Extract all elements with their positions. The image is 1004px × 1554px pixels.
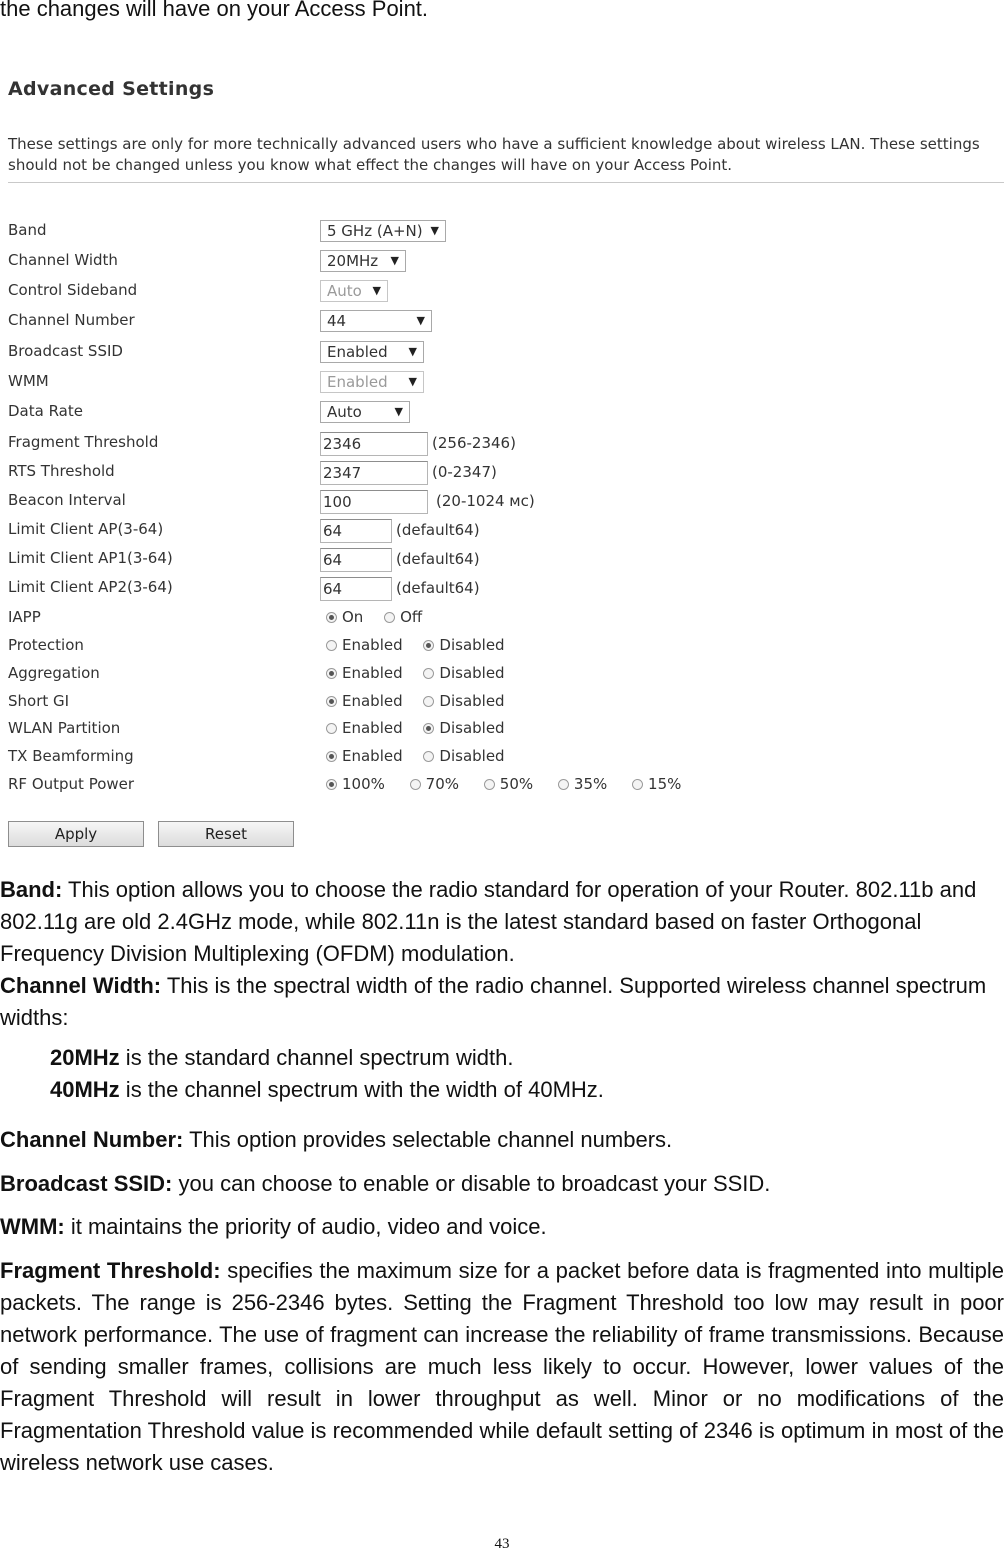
rf-70-radio[interactable]: [410, 774, 459, 794]
row-channel-width: [8, 250, 998, 276]
band-value: 5 GHz (A+N): [327, 222, 423, 240]
chevron-down-icon: ▼: [394, 405, 403, 418]
fragment-threshold-hint: (256-2346): [432, 434, 516, 452]
protection-label: Protection: [8, 636, 84, 654]
radio-unchecked-icon: [326, 640, 337, 651]
fragment-threshold-label: Fragment Threshold: [8, 433, 159, 451]
radio-checked-icon: [423, 723, 434, 734]
rts-threshold-hint: (0-2347): [432, 463, 497, 481]
channel-width-paragraph: [0, 970, 1004, 1034]
option-label: 15%: [648, 775, 682, 793]
rf-100-radio[interactable]: [326, 774, 385, 794]
broadcast-ssid-text: you can choose to enable or disable to broadcast your SSID.: [172, 1171, 771, 1196]
protection-disabled-radio[interactable]: [423, 635, 504, 655]
broadcast-ssid-label: Broadcast SSID: [8, 342, 123, 360]
wmm-label: WMM: [8, 372, 49, 390]
radio-checked-icon: [326, 668, 337, 679]
channel-number-value: 44: [327, 312, 347, 330]
limit-client-ap-input[interactable]: 64: [320, 519, 392, 543]
limit-client-ap1-hint: (default64): [396, 550, 480, 568]
row-limit-client-ap: [8, 519, 998, 545]
limit-client-ap2-input[interactable]: 64: [320, 577, 392, 601]
broadcast-ssid-term: Broadcast SSID:: [0, 1171, 173, 1196]
radio-unchecked-icon: [423, 696, 434, 707]
row-aggregation: [8, 663, 998, 689]
radio-unchecked-icon: [384, 612, 395, 623]
wmm-paragraph: [0, 1211, 1004, 1243]
band-label: Band: [8, 221, 47, 239]
band-term: Band:: [0, 877, 63, 902]
rf-50-radio[interactable]: [484, 774, 533, 794]
option-label: 70%: [425, 775, 460, 793]
channel-number-paragraph: [0, 1124, 1004, 1156]
row-band: [8, 220, 998, 246]
short-gi-disabled-radio[interactable]: [423, 691, 504, 711]
wmm-term: WMM:: [0, 1214, 65, 1239]
row-short-gi: [8, 691, 998, 717]
option-label: Enabled: [342, 692, 403, 710]
intro-line: the changes will have on your Access Point.: [0, 0, 429, 21]
channel-number-label: Channel Number: [8, 311, 135, 329]
row-rf-output-power: [8, 774, 998, 800]
wmm-text: it maintains the priority of audio, video and voice.: [64, 1214, 547, 1239]
option-label: 50%: [499, 775, 534, 793]
option-label: Enabled: [342, 636, 403, 654]
limit-client-ap2-label: Limit Client AP2(3-64): [8, 578, 173, 596]
channel-number-term: Channel Number:: [0, 1127, 184, 1152]
reset-button[interactable]: Reset: [158, 821, 294, 847]
chevron-down-icon: ▼: [408, 375, 417, 388]
aggregation-disabled-radio[interactable]: [423, 663, 504, 683]
page-number: 43: [494, 1536, 510, 1552]
apply-button[interactable]: Apply: [8, 821, 144, 847]
option-label: Disabled: [439, 692, 505, 710]
iapp-off-radio[interactable]: [384, 607, 422, 627]
iapp-on-radio[interactable]: [326, 607, 363, 627]
data-rate-label: Data Rate: [8, 402, 83, 420]
control-sideband-value: Auto: [327, 282, 362, 300]
radio-unchecked-icon: [484, 779, 495, 790]
radio-unchecked-icon: [558, 779, 569, 790]
limit-client-ap1-input[interactable]: 64: [320, 548, 392, 572]
tx-beamforming-disabled-radio[interactable]: [423, 746, 504, 766]
option-label: Enabled: [342, 747, 403, 765]
radio-checked-icon: [326, 612, 337, 623]
button-row: [8, 821, 998, 847]
row-channel-number: [8, 310, 998, 336]
row-iapp: [8, 607, 998, 633]
fragment-threshold-paragraph: [0, 1255, 1004, 1479]
channel-width-value: 20MHz: [327, 252, 379, 270]
limit-client-ap1-label: Limit Client AP1(3-64): [8, 549, 173, 567]
channel-width-term: Channel Width:: [0, 973, 162, 998]
chevron-down-icon: ▼: [430, 224, 439, 237]
tx-beamforming-label: TX Beamforming: [8, 747, 134, 765]
width-40-line: [0, 1074, 1004, 1106]
wlan-partition-label: WLAN Partition: [8, 719, 121, 737]
radio-unchecked-icon: [632, 779, 643, 790]
row-wlan-partition: [8, 718, 998, 744]
short-gi-label: Short GI: [8, 692, 70, 710]
row-control-sideband: [8, 280, 998, 306]
channel-number-select[interactable]: [320, 310, 432, 332]
protection-enabled-radio[interactable]: [326, 635, 403, 655]
wmm-select[interactable]: [320, 371, 424, 393]
option-label: Disabled: [439, 636, 505, 654]
divider: [8, 182, 1004, 183]
wlan-partition-disabled-radio[interactable]: [423, 718, 504, 738]
tx-beamforming-enabled-radio[interactable]: [326, 746, 403, 766]
settings-description: These settings are only for more technically advanced users who have a sufficient knowledge about wireless LAN. These settings should not be changed unless you know what effect the changes will have on your Access Point.: [8, 135, 980, 174]
row-tx-beamforming: [8, 746, 998, 772]
option-label: On: [342, 608, 364, 626]
row-fragment-threshold: [8, 432, 998, 458]
radio-unchecked-icon: [423, 751, 434, 762]
control-sideband-label: Control Sideband: [8, 281, 138, 299]
row-beacon-interval: [8, 490, 998, 516]
row-broadcast-ssid: [8, 341, 998, 367]
chevron-down-icon: ▼: [390, 254, 399, 267]
data-rate-select[interactable]: [320, 401, 410, 423]
option-label: Enabled: [342, 664, 403, 682]
radio-checked-icon: [326, 779, 337, 790]
radio-unchecked-icon: [326, 723, 337, 734]
radio-checked-icon: [423, 640, 434, 651]
short-gi-enabled-radio[interactable]: [326, 691, 403, 711]
fragment-threshold-text: specifies the maximum size for a packet before data is fragmented into multiple packets. The range is 256-2346 bytes. Setting the Fragment Threshold too low may result in poor network performance. The use of fragment can increase the reliability of frame transmissions. Because of sending smaller frames, collisions are much less likely to occur. However, lower values of the Fragment Threshold will result in lower throughput as well. Minor or no modifications of the Fragmentation Threshold value is recommended while default setting of 2346 is optimum in most of the wireless network use cases.: [0, 1258, 1004, 1475]
option-label: Disabled: [439, 719, 505, 737]
row-wmm: [8, 371, 998, 397]
radio-checked-icon: [326, 751, 337, 762]
radio-checked-icon: [326, 696, 337, 707]
rf-output-power-label: RF Output Power: [8, 775, 135, 793]
option-label: Off: [400, 608, 423, 626]
band-text: This option allows you to choose the radio standard for operation of your Router. 802.11b and 802.11g are old 2.4GHz mode, while 802.11n is the latest standard based on faster Orthogonal Frequency Division Multiplexing (OFDM) modulation.: [0, 877, 977, 966]
beacon-interval-label: Beacon Interval: [8, 491, 126, 509]
fragment-threshold-term: Fragment Threshold:: [0, 1258, 221, 1283]
band-paragraph: [0, 874, 1004, 970]
option-label: 100%: [342, 775, 385, 793]
beacon-interval-hint: (20-1024 мс): [436, 492, 535, 510]
limit-client-ap2-hint: (default64): [396, 579, 480, 597]
width-20-line: [0, 1042, 1004, 1074]
chevron-down-icon: ▼: [416, 314, 425, 327]
broadcast-ssid-select[interactable]: [320, 341, 424, 363]
option-label: Enabled: [342, 719, 403, 737]
limit-client-ap-label: Limit Client AP(3-64): [8, 520, 164, 538]
row-limit-client-ap2: [8, 577, 998, 603]
rf-15-radio[interactable]: [632, 774, 681, 794]
channel-width-select[interactable]: [320, 250, 406, 272]
channel-width-text: This is the spectral width of the radio channel. Supported wireless channel spectrum widths:: [0, 973, 987, 1030]
chevron-down-icon: ▼: [408, 345, 417, 358]
settings-title: Advanced Settings: [8, 78, 215, 100]
limit-client-ap-hint: (default64): [396, 521, 480, 539]
radio-unchecked-icon: [410, 779, 421, 790]
band-select[interactable]: [320, 220, 446, 242]
row-rts-threshold: [8, 461, 998, 487]
beacon-interval-input[interactable]: 100: [320, 490, 428, 514]
row-data-rate: [8, 401, 998, 427]
w20-text: is the standard channel spectrum width.: [119, 1045, 514, 1070]
channel-width-label: Channel Width: [8, 251, 118, 269]
row-limit-client-ap1: [8, 548, 998, 574]
option-label: Disabled: [439, 664, 505, 682]
broadcast-ssid-paragraph: [0, 1168, 1004, 1200]
w20-term: 20MHz: [50, 1045, 120, 1070]
option-label: 35%: [573, 775, 608, 793]
aggregation-label: Aggregation: [8, 664, 100, 682]
option-label: Disabled: [439, 747, 505, 765]
iapp-label: IAPP: [8, 608, 41, 626]
rf-35-radio[interactable]: [558, 774, 607, 794]
rts-threshold-label: RTS Threshold: [8, 462, 115, 480]
data-rate-value: Auto: [327, 403, 362, 421]
wmm-value: Enabled: [327, 373, 388, 391]
wlan-partition-enabled-radio[interactable]: [326, 718, 403, 738]
control-sideband-select[interactable]: [320, 280, 388, 302]
channel-number-text: This option provides selectable channel numbers.: [183, 1127, 673, 1152]
chevron-down-icon: ▼: [372, 284, 381, 297]
w40-text: is the channel spectrum with the width of 40MHz.: [119, 1077, 604, 1102]
w40-term: 40MHz: [50, 1077, 120, 1102]
row-protection: [8, 635, 998, 661]
rts-threshold-input[interactable]: 2347: [320, 461, 428, 485]
radio-unchecked-icon: [423, 668, 434, 679]
aggregation-enabled-radio[interactable]: [326, 663, 403, 683]
broadcast-ssid-value: Enabled: [327, 343, 388, 361]
fragment-threshold-input[interactable]: 2346: [320, 432, 428, 456]
